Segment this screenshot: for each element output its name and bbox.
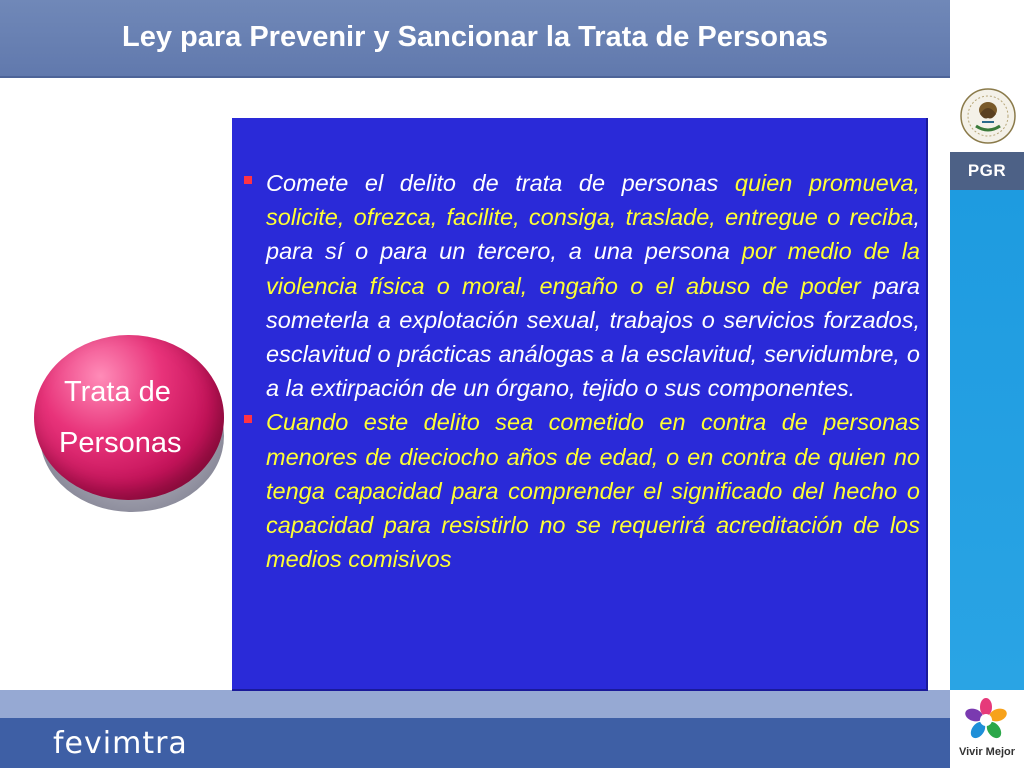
badge-label-line1: Trata de	[64, 376, 171, 408]
bullet-text-segment: por medio de la violencia física o moral, engaño o el abuso de poder	[266, 238, 920, 299]
bullet-item	[244, 166, 920, 405]
vivir-mejor-label: Vivir Mejor	[958, 746, 1016, 758]
header-bar	[0, 0, 950, 78]
fevimtra-logo: fevimtra	[53, 726, 188, 761]
side-blue-strip	[950, 190, 1024, 690]
bullet-text-segment: quien promueva, solicite, ofrezca, facilite, consiga, traslade, entregue o reciba	[266, 170, 920, 231]
mexican-seal-icon	[958, 80, 1018, 150]
bullet-square-icon	[244, 176, 252, 184]
bullet-text-segment: Comete el delito de trata de personas	[266, 170, 735, 196]
trata-de-personas-badge	[34, 335, 224, 500]
badge-label-line2: Personas	[59, 427, 182, 459]
definition-bullets	[244, 166, 920, 576]
pgr-label: PGR	[950, 152, 1024, 190]
bullet-item	[244, 405, 920, 576]
footer-light-band	[0, 690, 950, 718]
bullet-text-segment: para someterla a explotación sexual, trabajos o servicios forzados, esclavitud o prácticas análogas a la esclavitud, servidumbre, o a la extirpación de un órgano, tejido o sus componentes.	[266, 272, 920, 402]
vivir-mejor-flower-icon	[958, 696, 1014, 746]
page-title: Ley para Prevenir y Sancionar la Trata de Personas	[121, 21, 828, 53]
bullet-text-segment: , para sí o para un tercero, a una persona	[266, 204, 920, 265]
bullet-square-icon	[244, 415, 252, 423]
bullet-text-segment: Cuando este delito sea cometido en contra de personas menores de dieciocho años de edad, o en contra de quien no tenga capacidad para comprender el significado del hecho o capacidad para resistirlo no se requerirá acreditación de los medios comisivos	[266, 409, 920, 573]
